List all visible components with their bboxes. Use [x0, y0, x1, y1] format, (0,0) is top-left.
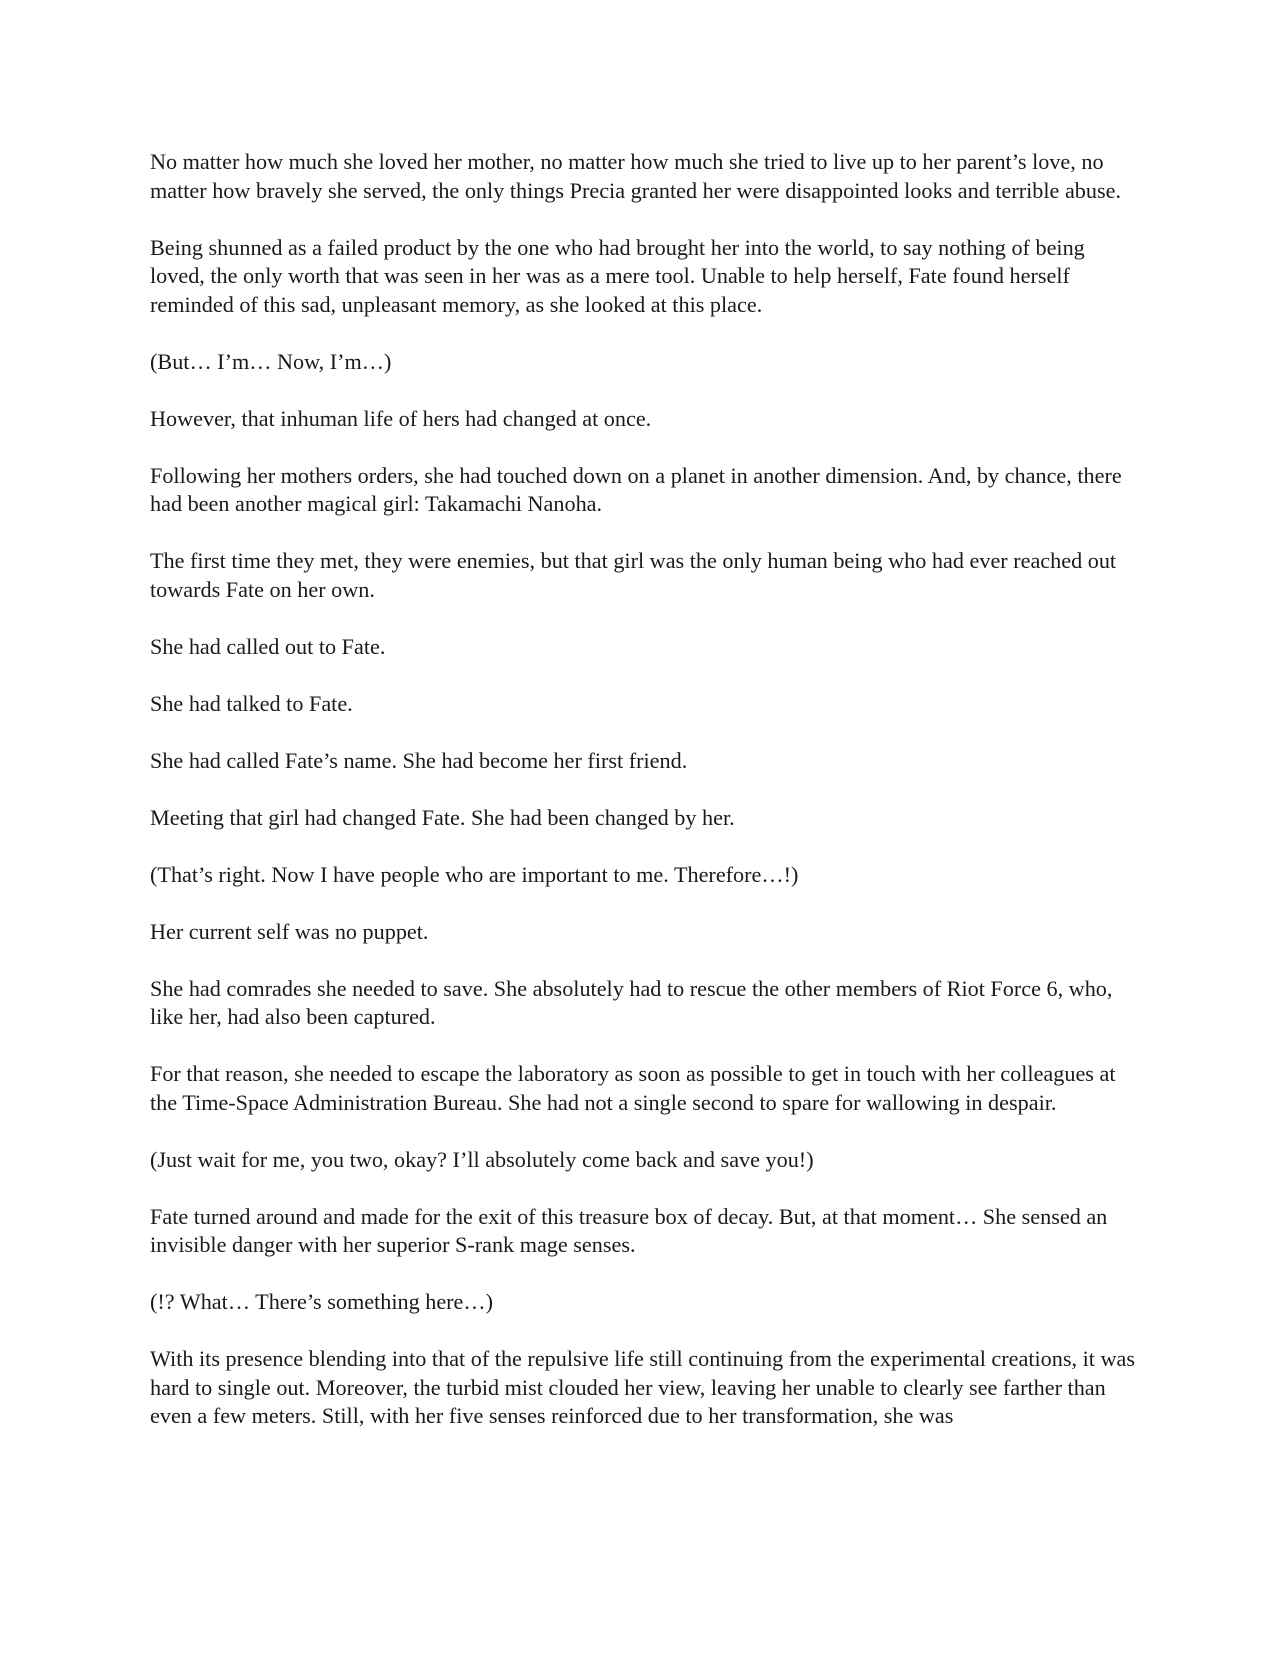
paragraph: Following her mothers orders, she had touched down on a planet in another dimension. And, by chance, there had been another magical girl: Takamachi Nanoha.: [150, 462, 1122, 516]
document-body: [150, 148, 1135, 1459]
paragraph: (!? What… There’s something here…): [150, 1289, 493, 1314]
paragraph: She had comrades she needed to save. She absolutely had to rescue the other members of Riot Force 6, who, like her, had also been captured.: [150, 975, 1113, 1029]
paragraph: The first time they met, they were enemies, but that girl was the only human being who had ever reached out towards Fate on her own.: [150, 548, 1117, 602]
paragraph: No matter how much she loved her mother, no matter how much she tried to live up to her parent’s love, no matter how bravely she served, the only things Precia granted her were disappointed looks and terrible abuse.: [150, 149, 1122, 203]
paragraph: (Just wait for me, you two, okay? I’ll absolutely come back and save you!): [150, 1146, 814, 1172]
paragraph: Her current self was no puppet.: [150, 918, 429, 944]
paragraph: With its presence blending into that of the repulsive life still continuing from the experimental creations, it was hard to single out. Moreover, the turbid mist clouded her view, leaving her unable to clearly see farther than even a few meters. Still, with her five senses reinforced due to her transformation, she was: [150, 1346, 1135, 1428]
paragraph: For that reason, she needed to escape the laboratory as soon as possible to get in touch with her colleagues at the Time-Space Administration Bureau. She had not a single second to spare for wallowing in despair.: [150, 1061, 1116, 1115]
paragraph: However, that inhuman life of hers had changed at once.: [150, 405, 652, 431]
paragraph: (That’s right. Now I have people who are important to me. Therefore…!): [150, 861, 799, 887]
paragraph: She had talked to Fate.: [150, 690, 353, 716]
paragraph: She had called out to Fate.: [150, 633, 386, 659]
paragraph: Fate turned around and made for the exit of this treasure box of decay. But, at that moment… She sensed an invisible danger with her superior S-rank mage senses.: [150, 1203, 1108, 1257]
paragraph: She had called Fate’s name. She had become her first friend.: [150, 747, 688, 773]
paragraph: Being shunned as a failed product by the one who had brought her into the world, to say nothing of being loved, the only worth that was seen in her was as a mere tool. Unable to help herself, Fate found herself reminded of this sad, unpleasant memory, as she looked at this place.: [150, 234, 1085, 317]
paragraph: (But… I’m… Now, I’m…): [150, 348, 392, 374]
paragraph: Meeting that girl had changed Fate. She had been changed by her.: [150, 804, 735, 830]
